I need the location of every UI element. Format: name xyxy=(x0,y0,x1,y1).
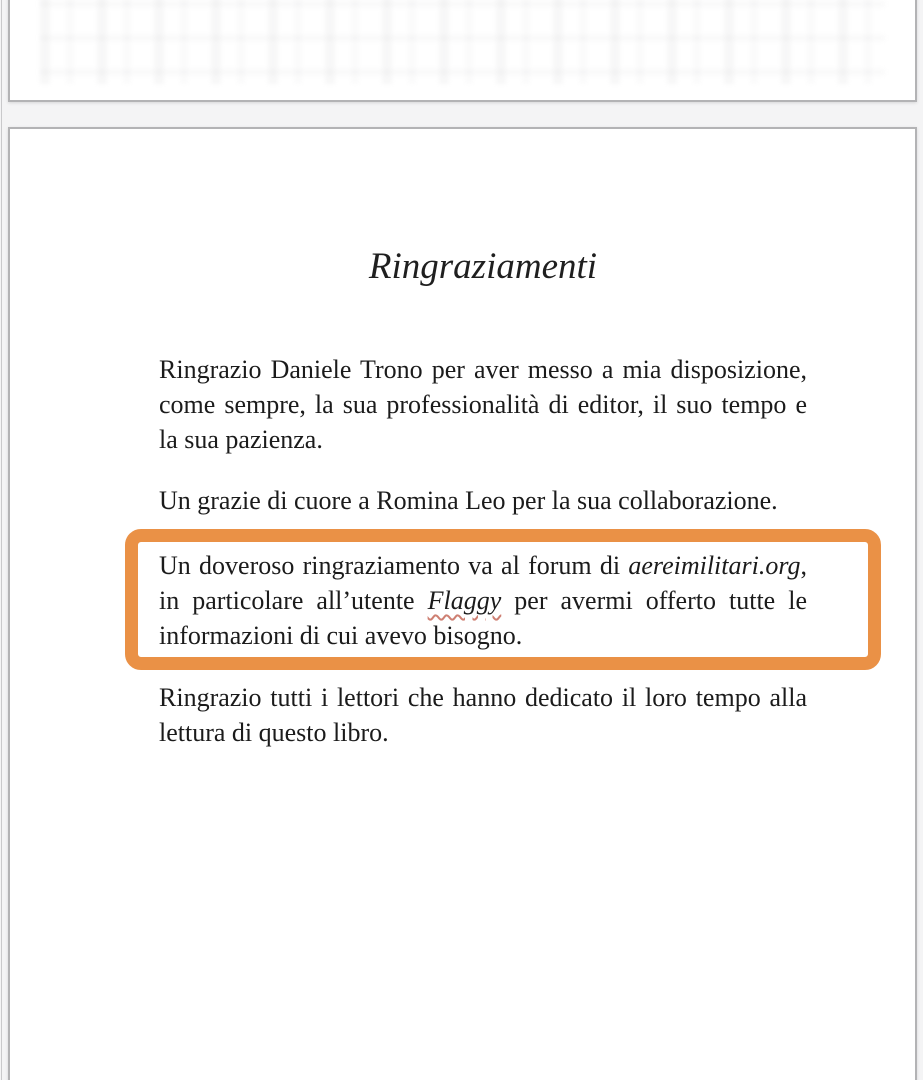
text-line: Ringrazio tutti i lettori che hanno dedicato il loro tempo alla xyxy=(159,683,807,712)
text-segment: , xyxy=(800,551,807,580)
text-line xyxy=(159,548,807,583)
text-segment: in particolare all’utente xyxy=(159,586,428,615)
text-line: Ringrazio Daniele Trono per aver messo a mia disposizione, xyxy=(159,355,807,384)
paragraph-thanks-romina xyxy=(159,483,807,518)
page-content xyxy=(159,246,807,750)
acknowledgments-page xyxy=(8,127,917,1080)
text-line: Un grazie di cuore a Romina Leo per la sua collaborazione. xyxy=(159,486,778,515)
viewer-left-edge xyxy=(1,0,2,1080)
text-line xyxy=(159,583,807,618)
misspelled-username: Flaggy xyxy=(427,586,502,615)
paragraph-thanks-forum xyxy=(159,548,807,653)
text-segment: per avermi offerto tutte le xyxy=(501,586,807,615)
text-segment: informazioni di cui avevo bisogno. xyxy=(159,621,523,650)
text-segment: Un doveroso ringraziamento va al forum di xyxy=(159,551,629,580)
text-line: lettura di questo libro. xyxy=(159,718,389,747)
paragraph-thanks-readers xyxy=(159,680,807,750)
text-line: come sempre, la sua professionalità di editor, il suo tempo e xyxy=(159,390,807,419)
previous-page-bottom xyxy=(8,0,917,102)
page-showthrough-texture xyxy=(40,0,885,84)
italic-website-name: aereimilitari.org xyxy=(628,551,801,580)
page-title: Ringraziamenti xyxy=(368,246,598,287)
text-line xyxy=(159,618,807,653)
paragraph-thanks-editor xyxy=(159,352,807,457)
text-line: la sua pazienza. xyxy=(159,425,323,454)
